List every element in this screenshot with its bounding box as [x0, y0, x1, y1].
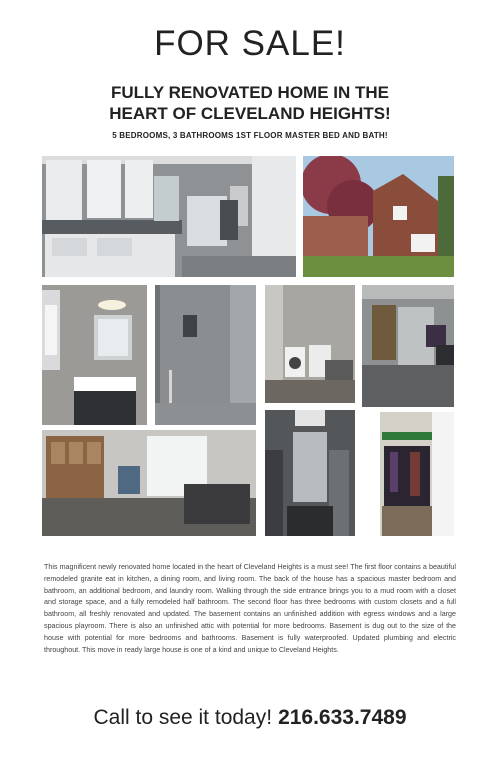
kitchen-photo — [42, 156, 296, 277]
subtitle-line-1: FULLY RENOVATED HOME IN THE — [110, 83, 389, 102]
page-title: FOR SALE! — [154, 24, 346, 63]
description-paragraph: This magnificent newly renovated home located in the heart of Cleveland Heights is a must see! The first floor contains a beautiful remodeled granite eat in kitchen, a dining room, and living room. The back of the house has a spacious master bedroom and bathroom, an additional bedroom, and laundry room. Walking through the side entrance brings you to a mud room with a closet and storage space, and a fully remodeled half bathroom. The second floor has three bedrooms with custom closets and a full bathroom, all freshly renovated and updated. The basement contains an unfinished addition with egress windows and a large spacious playroom. There is also an unfinished attic with potential for more bedrooms. Basement is dug out to the size of the house with potential for more bedrooms and bathrooms. Basement is fully waterproofed. Updated plumbing and electric throughout. This move in ready large house is one of a kind and unique to Cleveland Heights. — [44, 563, 456, 654]
phone-number[interactable]: 216.633.7489 — [278, 706, 407, 729]
basement-photo — [362, 285, 454, 407]
bathroom-vanity-photo — [42, 285, 147, 425]
laundry-room-photo — [265, 285, 355, 403]
shower-photo — [155, 285, 256, 425]
cta-text: Call to see it today! — [93, 706, 273, 729]
closet-photo — [362, 412, 454, 536]
call-to-action — [0, 706, 500, 730]
hallway-photo — [265, 410, 355, 536]
subtitle — [40, 82, 460, 124]
tagline: 5 BEDROOMS, 3 BATHROOMS 1ST FLOOR MASTER BED AND BATH! — [112, 131, 388, 140]
house-exterior-photo — [303, 156, 454, 277]
living-room-photo — [42, 430, 256, 536]
subtitle-line-2: HEART OF CLEVELAND HEIGHTS! — [109, 104, 391, 123]
